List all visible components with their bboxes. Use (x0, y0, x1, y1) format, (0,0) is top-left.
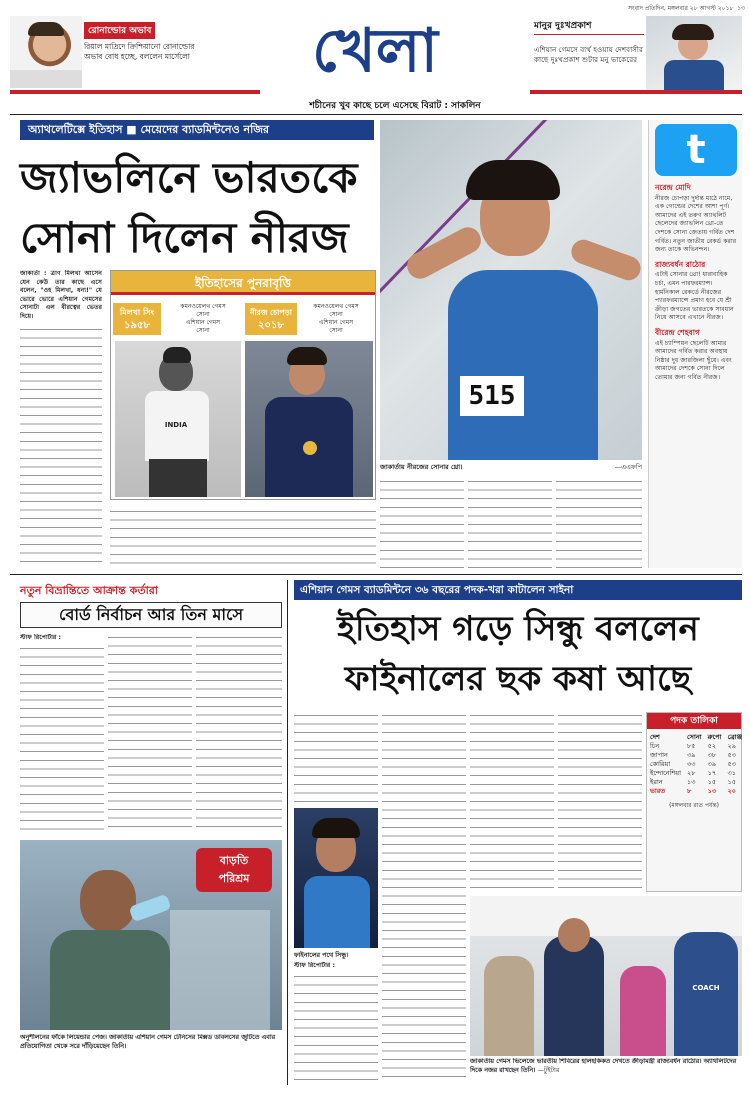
milkha-year: ১৯৫৮ (124, 320, 150, 331)
table-row: জাপান ৩৯ ৩৮ ৫৩ (650, 751, 736, 759)
badminton-body-col4 (558, 712, 642, 892)
table-row: ইন্দোনেশিয়া ২৮ ১৭ ৩১ (650, 769, 736, 777)
masthead-title: খেলা (312, 16, 438, 86)
leander-caption: অনুশীলনের ফাঁকে লিয়েন্ডার পেজ। জাকার্তায় এশিয়ান গেমস টেনিসের মিক্সড ডাবলসের জুটিতে এবার প্রতিযোগিতা থেকে সরে দাঁড়িয়েছেন তিনি। (20, 1034, 276, 1050)
tagline: শচীনের খুব কাছে চলে এসেছে বিরাট : সাকলিন (309, 101, 481, 111)
lead-body-col1 (20, 270, 102, 570)
twitter-logo: t (655, 124, 737, 176)
milkha-photo: INDIA (115, 341, 241, 497)
vertical-rule (287, 580, 288, 1085)
medal-table (647, 733, 745, 796)
table-row: কোরিয়া ৩৩ ৩৯ ৫৩ (650, 760, 736, 768)
neeraj-javelin-photo: 515 (380, 120, 642, 460)
board-headline: বোর্ড নির্বাচন আর তিন মাসে (20, 602, 282, 628)
lead-body-col5 (556, 478, 642, 568)
rathore-caption-bar (470, 1058, 742, 1084)
sindhu-caption: ফাইনালের পথে সিন্ধু। (294, 952, 349, 959)
medal-table-footnote: (মঙ্গলবার রাত পর্যন্ত) (669, 802, 719, 809)
masthead-red-bar-left (10, 90, 260, 94)
board-body-col2 (108, 634, 192, 834)
badminton-headline-line1: ইতিহাস গড়ে সিন্ধু বললেন (337, 609, 699, 649)
tweet-author: বীরেন্দ্র শেহবাগ (655, 327, 700, 337)
manu-bhaker-photo (646, 16, 742, 90)
javelin-photo-credit: —এএফপি (614, 463, 642, 471)
tweet-author: রাজ্যবর্ধন রাঠোর (655, 259, 706, 269)
badge-line2: পরিশ্রম (218, 872, 250, 885)
dateline-bar (540, 3, 745, 13)
medal-table-title: পদক তালিকা (647, 713, 741, 729)
right-teaser-body: এশিয়ান গেমসে ব্যর্থ হওয়ায় দেশবাসীর কাছে দুঃখপ্রকাশ শুটার মনু ভাকেরের (534, 45, 643, 64)
lead-headline-line1: জ্যাভলিনে ভারতকে (20, 153, 358, 202)
tweet-text: এই চ্যাম্পিয়ন ছেলেটি আমার আমাদের গর্বিত করার অবস্থায় নিষ্ঠার দুধ জারজিলা ছুঁয়ে। এবং আমাদের দেশকে সোনা দিলে তোমার জন্য গর্বিত নীরজ। (655, 339, 732, 381)
extra-effort-badge (196, 848, 272, 892)
lead-body-intro: জাকার্তা : ত্রাণ মিলখা আসেন যেন কেউ তার কাছে এসে বলেন, "ওহ মিলখা, ধন্য!" যে ভোরে ভোরে এশিয়ান গেমসের সোনাটা এল বীরত্বের ভেতর দিয়ে। (20, 270, 102, 320)
badminton-kicker: এশিয়ান গেমস ব্যাডমিন্টনে ৩৬ বছরের পদক-খরা কাটালেন সাইনা (294, 580, 742, 600)
rathore-village-photo: COACH (470, 896, 742, 1056)
badminton-body-col1b (294, 962, 378, 1082)
lead-headline-line2: সোনা দিলেন নীরজ (20, 213, 349, 262)
tweet-item (655, 184, 739, 255)
board-body-col1 (20, 634, 104, 834)
javelin-photo-caption-bar (380, 462, 642, 474)
milkha-name: মিলখা সিং (119, 308, 155, 317)
badminton-body-col3 (470, 712, 554, 892)
table-row: ইরান ১৩ ১৫ ১৫ (650, 778, 736, 786)
tweet-item (655, 261, 739, 323)
milkha-name-tag (113, 303, 161, 335)
medal-table-box (646, 712, 742, 892)
tweet-author: নরেন্দ্র মোদি (655, 183, 691, 192)
history-box (110, 270, 376, 500)
page-number: ১৩ (737, 5, 745, 12)
left-teaser-head: রোনাল্ডোর অভাব (84, 22, 155, 39)
table-row: চিন ৮৫ ৫২ ২৯ (650, 742, 736, 750)
javelin-photo-caption: জাকার্তায় নীরজের সোনার থ্রো। (380, 463, 463, 471)
neeraj-name: নীরজ চোপড়া (250, 308, 292, 317)
masthead-red-bar-right (530, 90, 742, 94)
badminton-body-col2 (382, 712, 466, 1082)
lead-body-col2 (110, 508, 376, 568)
tweet-list (655, 184, 739, 564)
mid-rule (10, 574, 742, 575)
medal-table-header: দেশ সোনা রুপো ব্রোঞ্জ (650, 733, 743, 741)
neeraj-medal-photo (245, 341, 373, 497)
twitter-box (648, 120, 742, 568)
rathore-caption: জাকার্তায় গেমস ভিলেজে ভারতীয় শিবিরের হালহকিকত দেখতে ক্রীড়ামন্ত্রী রাজ্যবর্ধন রাঠোর। অ্যাথলিটদের দিকে নজর রাখছেন তিনি। (470, 1058, 737, 1074)
board-body-col3 (196, 634, 282, 834)
neeraj-events: কমনওয়েলথ গেমস সোনা এশিয়ান গেমস সোনা (313, 303, 359, 334)
tweet-text: এটাই সোনার থ্রো! ধারাবাহিক চর্চা, এমন পারফরম্যান্স। হার্মনিকাল রেকর্ডে নীরজের প্যারফরম্যান্সে প্রমাণ হবে যে শ্রী ক্রীড়া জগতের ভারতকে সাবধান নিয়ে আসবে এখানে নীরজ। (655, 271, 734, 322)
masthead-rule (10, 114, 742, 115)
lead-body-col3 (380, 478, 464, 568)
table-row: ভারত ৮ ১৩ ২০ (650, 787, 736, 795)
board-kicker: নতুন বিভ্রান্তিতে আক্রান্ত কর্তারা (20, 584, 158, 597)
right-teaser[interactable] (534, 18, 644, 90)
dateline: সংবাদ প্রতিদিন, মঙ্গলবার ২৮ আগস্ট ২০১৮ (628, 5, 734, 12)
badge-line1: বাড়তি (219, 854, 249, 867)
badminton-headline-line2: ফাইনালের ছক কষা আছে (344, 659, 692, 699)
neeraj-year: ২০১৮ (258, 320, 284, 331)
left-teaser[interactable] (84, 18, 212, 88)
badminton-body-col1 (294, 712, 378, 804)
rathore-credit: —টুইটার (537, 1066, 560, 1074)
badminton-byline: স্টাফ রিপোর্টার : (294, 962, 335, 969)
right-teaser-head: মানুর দুঃখপ্রকাশ (534, 18, 644, 35)
history-box-title: ইতিহাসের পুনরাবৃত্তি (111, 271, 375, 295)
tweet-text: নীরজ চোপড়া দুর্দান্ত মাঠে নামে, এক গোল্ডের দেশের আশা পূর্ণ। আমাদের এই তরুণ অ্যাথলিট ছেলেদের জ্যাভলিন থ্রো-তে দেশকে সোনা জেতায় গর্বিত দেশ গর্বিত। নতুন জাতীয় রেকর্ড করার জন্য তাকে অভিনন্দন। (655, 194, 737, 254)
ronaldo-photo (10, 16, 82, 88)
sindhu-photo (294, 808, 378, 948)
tweet-item (655, 329, 739, 383)
milkha-events: কমনওয়েলথ গেমস সোনা এশিয়ান গেমস সোনা (180, 303, 226, 334)
lead-body-col4 (468, 478, 552, 568)
board-byline: স্টাফ রিপোর্টার : (20, 634, 61, 641)
left-teaser-body: রিয়াল মাদ্রিদে ক্রিশ্চিয়ানো রোনাল্ডোর অভাব বোধ হচ্ছে, বললেন মার্সেলো (84, 42, 195, 61)
neeraj-name-tag (245, 303, 297, 335)
lead-kicker: অ্যাথলেটিক্সে ইতিহাস ■ মেয়েদের ব্যাডমিন্টনেও নজির (20, 120, 374, 140)
